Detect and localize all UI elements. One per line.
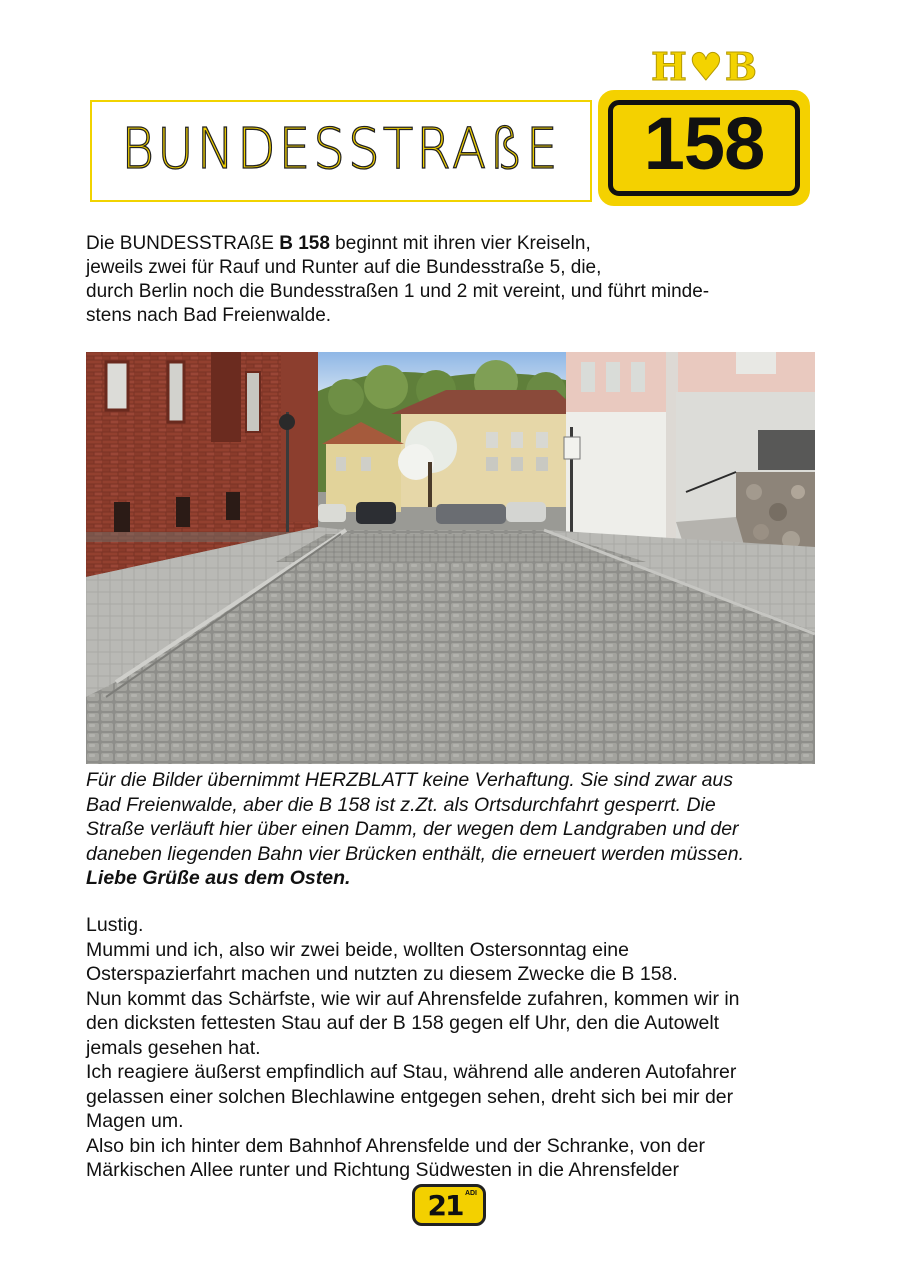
intro-line-1-start: Die BUNDESSTRAßE [86, 233, 280, 254]
route-name-bold: B 158 [279, 233, 330, 254]
story-line: jemals gesehen hat. [86, 1036, 261, 1059]
intro-line-1 [86, 232, 816, 256]
story-line: Ich reagiere äußerst empfindlich auf Stau, während alle anderen Autofahrer [86, 1061, 737, 1083]
caption-line-2: Bad Freienwalde, aber die B 158 ist z.Zt. als Ortsdurchfahrt gesperrt. Die [86, 793, 716, 816]
intro-line-3: durch Berlin noch die Bundesstraßen 1 und 2 mit vereint, und führt minde- [86, 281, 710, 302]
intro-line-2: jeweils zwei für Rauf und Runter auf die Bundesstraße 5, die, [86, 257, 602, 278]
caption-greeting: Liebe Grüße aus dem Osten. [86, 867, 351, 889]
photo-caption [86, 768, 826, 891]
intro-line-4: stens nach Bad Freienwalde. [86, 305, 332, 326]
title-banner [90, 100, 592, 202]
caption-line-4: daneben liegenden Bahn vier Brücken enthält, die erneuert werden müssen. [86, 842, 745, 865]
story-line: Also bin ich hinter dem Bahnhof Ahrensfelde und der Schranke, von der [86, 1134, 705, 1157]
story-line: gelassen einer solchen Blechlawine entgegen sehen, dreht sich bei mir der [86, 1085, 734, 1108]
banner-title: BUNDESSTRAßE [121, 116, 561, 182]
route-sign-number: 158 [643, 102, 765, 185]
story-line: Magen um. [86, 1110, 184, 1132]
story-line: Nun kommt das Schärfste, wie wir auf Ahrensfelde zufahren, kommen wir in [86, 987, 740, 1010]
logo-text: H♥B [650, 44, 760, 89]
street-photo-drawing [86, 352, 815, 764]
story-text [86, 913, 826, 1183]
hb-heart-logo [650, 44, 760, 92]
page-number: 21 [427, 1189, 463, 1222]
story-line: Märkischen Allee runter und Richtung Südwesten in die Ahrensfelder [86, 1159, 679, 1181]
story-line: Mummi und ich, also wir zwei beide, wollten Ostersonntag eine [86, 938, 630, 961]
story-line: den dicksten fettesten Stau auf der B 158 gegen elf Uhr, den die Autowelt [86, 1012, 720, 1034]
story-line: Lustig. [86, 914, 144, 936]
caption-line-3: Straße verläuft hier über einen Damm, der wegen dem Landgraben und der [86, 818, 739, 840]
street-photo [86, 352, 815, 764]
intro-paragraph [86, 232, 816, 328]
page-number-tag: ADI [464, 1190, 477, 1197]
page-number-badge [412, 1184, 486, 1226]
caption-line-1: Für die Bilder übernimmt HERZBLATT keine Verhaftung. Sie sind zwar aus [86, 769, 734, 791]
route-sign [598, 90, 810, 206]
intro-line-1-end: beginnt mit ihren vier Kreiseln, [329, 233, 591, 254]
story-line: Osterspazierfahrt machen und nutzten zu diesem Zwecke die B 158. [86, 963, 678, 985]
